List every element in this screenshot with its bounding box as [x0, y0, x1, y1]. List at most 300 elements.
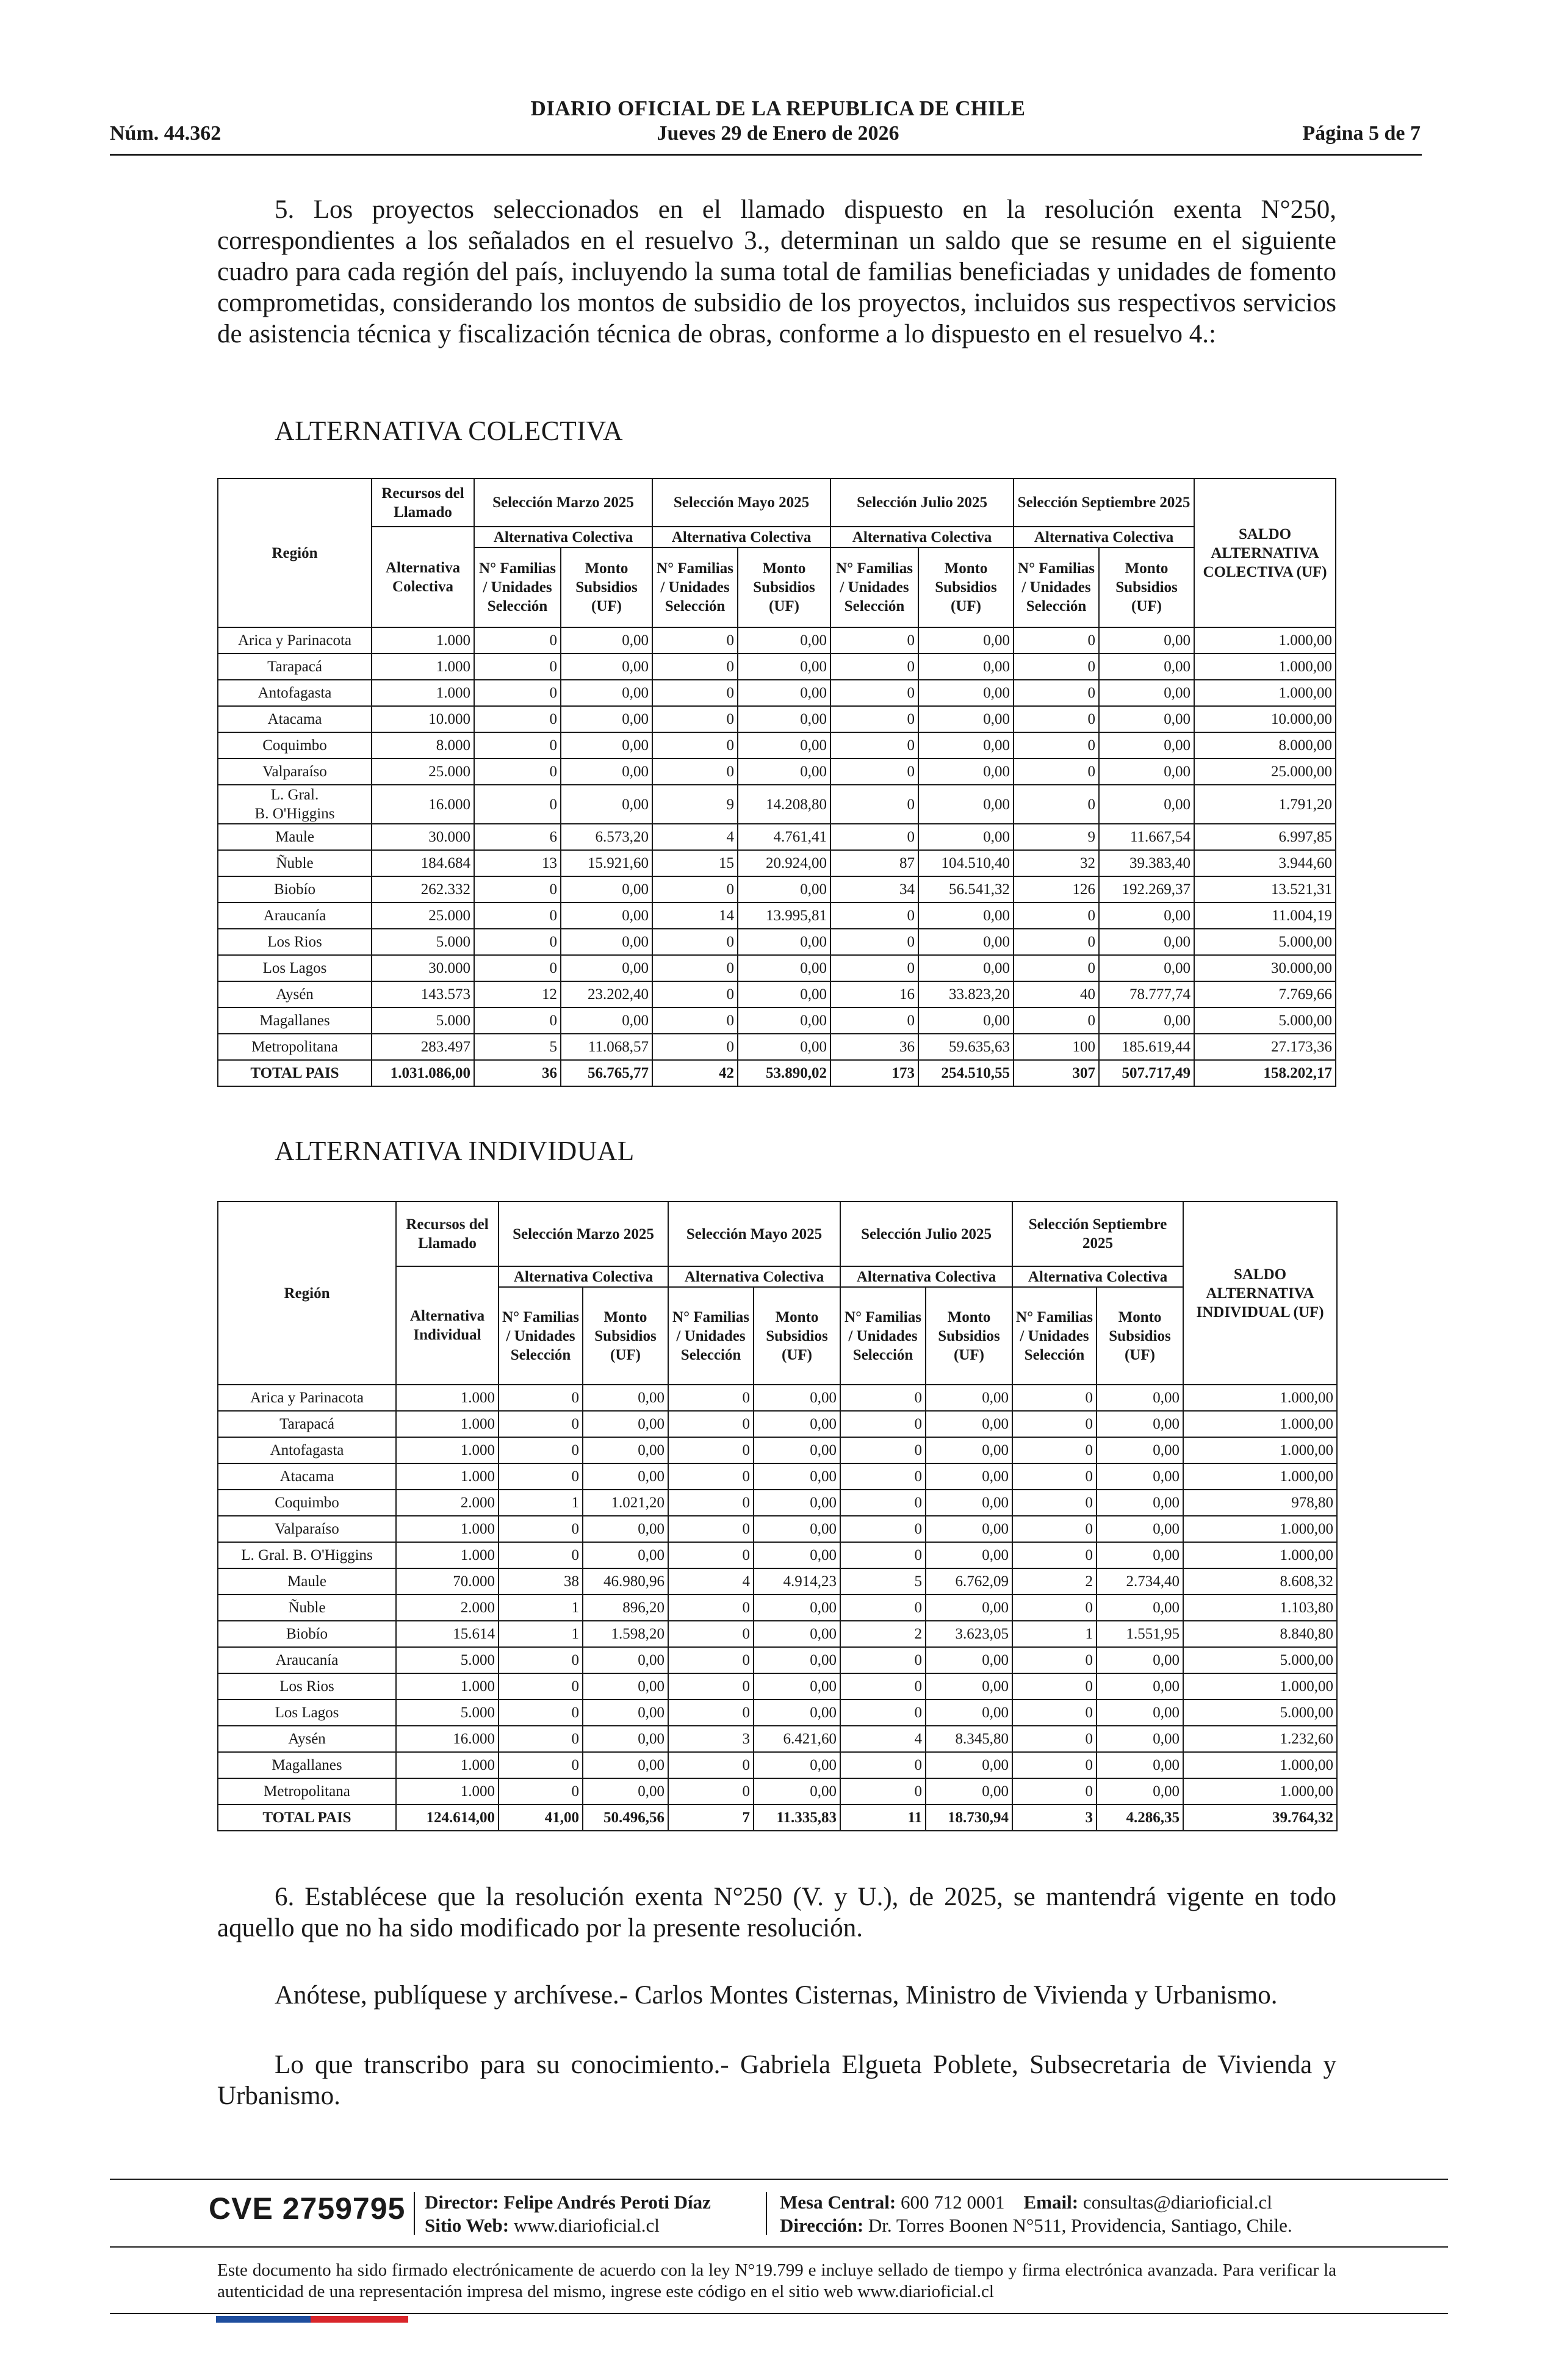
value-cell: 2.000 — [396, 1595, 499, 1621]
value-cell: 0,00 — [738, 759, 830, 785]
table-row — [218, 1034, 1336, 1060]
table-row — [218, 1700, 1337, 1726]
value-cell: 0,00 — [583, 1542, 668, 1568]
issue-number: Núm. 44.362 — [110, 122, 222, 145]
value-cell: 0,00 — [1097, 1726, 1183, 1752]
table-row — [218, 785, 1336, 824]
table-row — [218, 1385, 1337, 1411]
table-row — [218, 1673, 1337, 1700]
value-cell: 13 — [474, 850, 561, 876]
value-cell: 0,00 — [1097, 1385, 1183, 1411]
value-cell: 5 — [474, 1034, 561, 1060]
value-cell: 0,00 — [1097, 1463, 1183, 1490]
value-cell: 0,00 — [754, 1700, 840, 1726]
value-cell: 0 — [668, 1673, 754, 1700]
value-cell: 100 — [1014, 1034, 1099, 1060]
value-cell: 0 — [652, 929, 738, 955]
saldo-cell: 25.000,00 — [1194, 759, 1336, 785]
value-cell: 0 — [499, 1778, 583, 1805]
value-cell: 3.623,05 — [926, 1621, 1012, 1647]
region-name: Los Rios — [279, 1678, 334, 1695]
value-cell: 0 — [830, 680, 918, 706]
region-cell — [218, 1060, 372, 1086]
region-name: Magallanes — [259, 1012, 330, 1029]
value-cell: 0 — [1012, 1647, 1097, 1673]
value-cell: 8.000 — [372, 732, 474, 759]
value-cell: 20.924,00 — [738, 850, 830, 876]
total-row — [218, 1805, 1337, 1831]
value-cell: 0 — [668, 1542, 754, 1568]
value-cell: 0,00 — [918, 903, 1014, 929]
region-cell — [218, 1437, 396, 1463]
table-row — [218, 759, 1336, 785]
director-name: Felipe Andrés Peroti Díaz — [503, 2191, 711, 2213]
saldo-cell: 1.000,00 — [1183, 1463, 1337, 1490]
value-cell: 0 — [840, 1752, 926, 1778]
value-cell: 0 — [1012, 1385, 1097, 1411]
value-cell: 1 — [1012, 1621, 1097, 1647]
value-cell: 5 — [840, 1568, 926, 1595]
value-cell: 0,00 — [1099, 732, 1194, 759]
value-cell: 0,00 — [754, 1490, 840, 1516]
value-cell: 283.497 — [372, 1034, 474, 1060]
value-cell: 0 — [652, 1008, 738, 1034]
header-familias: N° Familias / Unidades Selección — [840, 1287, 926, 1385]
value-cell: 11 — [840, 1805, 926, 1831]
value-cell: 4 — [840, 1726, 926, 1752]
region-name: Metropolitana — [264, 1783, 350, 1800]
saldo-cell: 1.000,00 — [1183, 1437, 1337, 1463]
value-cell: 0,00 — [738, 876, 830, 903]
value-cell: 5.000 — [396, 1647, 499, 1673]
header-familias: N° Familias / Unidades Selección — [474, 547, 561, 627]
paragraph-8: Lo que transcribo para su conocimiento.- Gabriela Elgueta Poblete, Subsecretaria de Vivienda y Urbanismo. — [217, 2050, 1336, 2110]
region-cell — [218, 1516, 396, 1542]
region-name: Valparaíso — [275, 1521, 339, 1537]
value-cell: 0 — [668, 1437, 754, 1463]
region-cell — [218, 1621, 396, 1647]
value-cell: 2.734,40 — [1097, 1568, 1183, 1595]
value-cell: 0 — [668, 1411, 754, 1437]
value-cell: 126 — [1014, 876, 1099, 903]
value-cell: 0,00 — [561, 955, 652, 981]
value-cell: 0,00 — [918, 955, 1014, 981]
header-familias: N° Familias / Unidades Selección — [1014, 547, 1099, 627]
value-cell: 0 — [840, 1516, 926, 1542]
value-cell: 0 — [499, 1542, 583, 1568]
table-row — [218, 627, 1336, 654]
header-sel-julio: Selección Julio 2025 — [830, 478, 1014, 527]
region-cell — [218, 680, 372, 706]
value-cell: 0 — [1014, 759, 1099, 785]
saldo-cell: 1.000,00 — [1194, 680, 1336, 706]
saldo-cell: 8.840,80 — [1183, 1621, 1337, 1647]
value-cell: 0,00 — [1097, 1752, 1183, 1778]
value-cell: 1.551,95 — [1097, 1621, 1183, 1647]
region-cell — [218, 1595, 396, 1621]
value-cell: 16.000 — [396, 1726, 499, 1752]
saldo-cell: 1.000,00 — [1183, 1542, 1337, 1568]
section-title-colectiva: ALTERNATIVA COLECTIVA — [275, 416, 623, 446]
header-alt-colectiva: Alternativa Colectiva — [499, 1266, 668, 1287]
region-name: Metropolitana — [251, 1039, 338, 1055]
region-name: Atacama — [279, 1468, 334, 1485]
value-cell: 0,00 — [1097, 1516, 1183, 1542]
value-cell: 0,00 — [754, 1647, 840, 1673]
region-cell — [218, 850, 372, 876]
value-cell: 0,00 — [583, 1516, 668, 1542]
value-cell: 1.000 — [372, 680, 474, 706]
value-cell: 0 — [1014, 732, 1099, 759]
region-cell — [218, 1008, 372, 1034]
director-label: Director: — [425, 2191, 499, 2213]
value-cell: 0 — [840, 1673, 926, 1700]
table-row — [218, 1516, 1337, 1542]
value-cell: 30.000 — [372, 824, 474, 850]
header-alt-colectiva: Alternativa Colectiva — [1014, 527, 1194, 547]
region-cell — [218, 903, 372, 929]
value-cell: 0 — [1014, 706, 1099, 732]
region-name: Biobío — [286, 1626, 328, 1642]
value-cell: 0 — [1014, 680, 1099, 706]
value-cell: 4 — [652, 824, 738, 850]
region-cell — [218, 654, 372, 680]
saldo-cell: 1.000,00 — [1183, 1411, 1337, 1437]
value-cell: 6.573,20 — [561, 824, 652, 850]
value-cell: 896,20 — [583, 1595, 668, 1621]
value-cell: 46.980,96 — [583, 1568, 668, 1595]
footer-divider-bottom — [110, 2313, 1448, 2314]
region-cell — [218, 929, 372, 955]
value-cell: 0 — [668, 1621, 754, 1647]
saldo-cell: 8.608,32 — [1183, 1568, 1337, 1595]
value-cell: 1.598,20 — [583, 1621, 668, 1647]
flag-bar-red — [311, 2316, 408, 2323]
value-cell: 0,00 — [738, 955, 830, 981]
value-cell: 0,00 — [918, 759, 1014, 785]
value-cell: 0 — [840, 1385, 926, 1411]
value-cell: 0,00 — [583, 1463, 668, 1490]
region-name: Araucanía — [263, 907, 326, 924]
section-title-individual: ALTERNATIVA INDIVIDUAL — [275, 1136, 635, 1166]
value-cell: 0,00 — [1099, 1008, 1194, 1034]
value-cell: 1.000 — [396, 1385, 499, 1411]
header-sel-marzo: Selección Marzo 2025 — [474, 478, 652, 527]
table-alternativa-colectiva — [217, 478, 1336, 1087]
value-cell: 0 — [1014, 955, 1099, 981]
region-name: Magallanes — [272, 1757, 342, 1773]
saldo-cell: 8.000,00 — [1194, 732, 1336, 759]
value-cell: 0,00 — [926, 1385, 1012, 1411]
value-cell: 0,00 — [1099, 759, 1194, 785]
value-cell: 0 — [1014, 654, 1099, 680]
header-monto: Monto Subsidios (UF) — [1099, 547, 1194, 627]
value-cell: 0 — [652, 759, 738, 785]
value-cell: 0,00 — [1097, 1595, 1183, 1621]
value-cell: 5.000 — [396, 1700, 499, 1726]
header-alt-colectiva: Alternativa Colectiva — [474, 527, 652, 547]
region-name: L. Gral. B. O'Higgins — [241, 1547, 373, 1563]
value-cell: 25.000 — [372, 759, 474, 785]
value-cell: 0,00 — [754, 1595, 840, 1621]
saldo-cell: 1.000,00 — [1183, 1673, 1337, 1700]
publication-date: Jueves 29 de Enero de 2026 — [657, 122, 899, 145]
value-cell: 0 — [474, 955, 561, 981]
region-name: Los Rios — [267, 934, 322, 950]
value-cell: 0 — [1014, 1008, 1099, 1034]
value-cell: 0 — [830, 759, 918, 785]
value-cell: 0,00 — [583, 1385, 668, 1411]
value-cell: 56.765,77 — [561, 1060, 652, 1086]
direccion-label: Dirección: — [780, 2215, 864, 2236]
value-cell: 0,00 — [738, 627, 830, 654]
value-cell: 0,00 — [926, 1411, 1012, 1437]
value-cell: 0,00 — [926, 1490, 1012, 1516]
saldo-cell: 5.000,00 — [1183, 1647, 1337, 1673]
value-cell: 0,00 — [926, 1700, 1012, 1726]
saldo-cell: 13.521,31 — [1194, 876, 1336, 903]
paragraph-7: Anótese, publíquese y archívese.- Carlos Montes Cisternas, Ministro de Vivienda y Urbanismo. — [275, 1981, 1278, 2010]
value-cell: 1.031.086,00 — [372, 1060, 474, 1086]
value-cell: 0,00 — [1097, 1700, 1183, 1726]
value-cell: 59.635,63 — [918, 1034, 1014, 1060]
table-row — [218, 1778, 1337, 1805]
region-cell — [218, 732, 372, 759]
region-name: TOTAL PAIS — [250, 1065, 339, 1081]
value-cell: 1 — [499, 1621, 583, 1647]
table-row — [218, 1621, 1337, 1647]
value-cell: 14.208,80 — [738, 785, 830, 824]
region-name: Coquimbo — [262, 737, 327, 754]
value-cell: 0,00 — [926, 1542, 1012, 1568]
table-row — [218, 1437, 1337, 1463]
table-row — [218, 1542, 1337, 1568]
header-divider — [110, 154, 1422, 156]
header-sel-septiembre: Selección Septiembre 2025 — [1014, 478, 1194, 527]
header-saldo: SALDO ALTERNATIVA COLECTIVA (UF) — [1194, 478, 1336, 627]
value-cell: 0 — [1012, 1463, 1097, 1490]
value-cell: 1.000 — [396, 1463, 499, 1490]
value-cell: 0,00 — [583, 1673, 668, 1700]
value-cell: 0,00 — [918, 654, 1014, 680]
table-alternativa-individual — [217, 1201, 1338, 1831]
region-cell — [218, 955, 372, 981]
value-cell: 16 — [830, 981, 918, 1008]
value-cell: 0,00 — [738, 706, 830, 732]
region-cell — [218, 1726, 396, 1752]
region-cell — [218, 1752, 396, 1778]
value-cell: 33.823,20 — [918, 981, 1014, 1008]
value-cell: 0,00 — [738, 680, 830, 706]
table-row — [218, 955, 1336, 981]
value-cell: 38 — [499, 1568, 583, 1595]
header-monto: Monto Subsidios (UF) — [926, 1287, 1012, 1385]
table-row — [218, 876, 1336, 903]
footer-contact-block — [780, 2191, 1292, 2237]
value-cell: 0,00 — [754, 1463, 840, 1490]
region-cell — [218, 785, 372, 824]
value-cell: 0 — [499, 1726, 583, 1752]
value-cell: 6.762,09 — [926, 1568, 1012, 1595]
legal-notice: Este documento ha sido firmado electrónicamente de acuerdo con la ley N°19.799 e incluye sellado de tiempo y firma electrónica avanzada. Para verificar la autenticidad de una representación impresa del mismo, ingrese este código en el sitio web www.diarioficial.cl — [217, 2260, 1336, 2301]
value-cell: 9 — [652, 785, 738, 824]
table-body — [218, 627, 1336, 1086]
value-cell: 39.383,40 — [1099, 850, 1194, 876]
value-cell: 0 — [1014, 903, 1099, 929]
saldo-cell: 1.791,20 — [1194, 785, 1336, 824]
value-cell: 0,00 — [1097, 1647, 1183, 1673]
mesa-phone: 600 712 0001 — [901, 2191, 1005, 2213]
value-cell: 262.332 — [372, 876, 474, 903]
value-cell: 0 — [474, 732, 561, 759]
footer-director-block — [425, 2191, 711, 2237]
value-cell: 0 — [830, 955, 918, 981]
region-name: Tarapacá — [279, 1416, 334, 1432]
value-cell: 124.614,00 — [396, 1805, 499, 1831]
value-cell: 0,00 — [754, 1778, 840, 1805]
value-cell: 0 — [840, 1490, 926, 1516]
value-cell: 15.614 — [396, 1621, 499, 1647]
value-cell: 0,00 — [1097, 1673, 1183, 1700]
region-cell — [218, 1778, 396, 1805]
value-cell: 0,00 — [583, 1437, 668, 1463]
saldo-cell: 1.000,00 — [1183, 1778, 1337, 1805]
table-row — [218, 732, 1336, 759]
value-cell: 0,00 — [754, 1542, 840, 1568]
value-cell: 78.777,74 — [1099, 981, 1194, 1008]
value-cell: 143.573 — [372, 981, 474, 1008]
value-cell: 0,00 — [561, 654, 652, 680]
value-cell: 34 — [830, 876, 918, 903]
value-cell: 0,00 — [561, 732, 652, 759]
value-cell: 5.000 — [372, 1008, 474, 1034]
value-cell: 1 — [499, 1490, 583, 1516]
value-cell: 0 — [1014, 785, 1099, 824]
region-cell — [218, 1805, 396, 1831]
header-sel-julio: Selección Julio 2025 — [840, 1202, 1012, 1266]
header-alternativa: Alternativa Individual — [396, 1266, 499, 1385]
value-cell: 50.496,56 — [583, 1805, 668, 1831]
value-cell: 0 — [499, 1752, 583, 1778]
saldo-cell: 5.000,00 — [1183, 1700, 1337, 1726]
region-cell — [218, 706, 372, 732]
region-name: Biobío — [273, 881, 316, 898]
value-cell: 2.000 — [396, 1490, 499, 1516]
value-cell: 0,00 — [918, 785, 1014, 824]
value-cell: 0 — [474, 627, 561, 654]
header-region: Región — [218, 478, 372, 627]
table-row — [218, 1411, 1337, 1437]
cve-code: CVE 2759795 — [209, 2191, 406, 2226]
region-name: Arica y Parinacota — [250, 1390, 364, 1406]
region-name: Antofagasta — [258, 685, 332, 701]
value-cell: 9 — [1014, 824, 1099, 850]
value-cell: 1.021,20 — [583, 1490, 668, 1516]
direccion-text: Dr. Torres Boonen N°511, Providencia, Santiago, Chile. — [868, 2215, 1292, 2236]
header-alt-colectiva: Alternativa Colectiva — [1012, 1266, 1183, 1287]
value-cell: 0 — [652, 955, 738, 981]
value-cell: 0,00 — [561, 706, 652, 732]
value-cell: 0 — [1012, 1411, 1097, 1437]
value-cell: 0 — [668, 1516, 754, 1542]
region-name-line2: B. O'Higgins — [254, 806, 335, 822]
header-monto: Monto Subsidios (UF) — [561, 547, 652, 627]
region-cell — [218, 981, 372, 1008]
header-alt-colectiva: Alternativa Colectiva — [668, 1266, 840, 1287]
value-cell: 0 — [840, 1463, 926, 1490]
value-cell: 104.510,40 — [918, 850, 1014, 876]
saldo-cell: 39.764,32 — [1183, 1805, 1337, 1831]
value-cell: 40 — [1014, 981, 1099, 1008]
value-cell: 0,00 — [561, 759, 652, 785]
value-cell: 1.000 — [372, 654, 474, 680]
saldo-cell: 158.202,17 — [1194, 1060, 1336, 1086]
value-cell: 0,00 — [926, 1647, 1012, 1673]
footer-divider-middle — [110, 2246, 1448, 2248]
value-cell: 0 — [668, 1490, 754, 1516]
value-cell: 0 — [652, 732, 738, 759]
value-cell: 0 — [474, 680, 561, 706]
value-cell: 0 — [1012, 1673, 1097, 1700]
value-cell: 0 — [840, 1542, 926, 1568]
value-cell: 0 — [1012, 1595, 1097, 1621]
footer-divider-top — [110, 2179, 1448, 2180]
saldo-cell: 3.944,60 — [1194, 850, 1336, 876]
value-cell: 0 — [830, 654, 918, 680]
value-cell: 0,00 — [738, 929, 830, 955]
value-cell: 0,00 — [926, 1778, 1012, 1805]
email-link[interactable]: consultas@diarioficial.cl — [1082, 2191, 1272, 2213]
value-cell: 4.761,41 — [738, 824, 830, 850]
value-cell: 0 — [474, 903, 561, 929]
value-cell: 11.068,57 — [561, 1034, 652, 1060]
table-row — [218, 850, 1336, 876]
region-name: L. Gral. — [270, 787, 319, 803]
header-familias: N° Familias / Unidades Selección — [830, 547, 918, 627]
value-cell: 0,00 — [1097, 1411, 1183, 1437]
value-cell: 0 — [840, 1411, 926, 1437]
region-name: Ñuble — [276, 855, 314, 871]
value-cell: 0,00 — [583, 1647, 668, 1673]
value-cell: 0,00 — [1097, 1490, 1183, 1516]
header-sel-marzo: Selección Marzo 2025 — [499, 1202, 668, 1266]
value-cell: 3 — [668, 1726, 754, 1752]
value-cell: 3 — [1012, 1805, 1097, 1831]
value-cell: 6.421,60 — [754, 1726, 840, 1752]
region-name: Araucanía — [275, 1652, 339, 1668]
value-cell: 0,00 — [561, 876, 652, 903]
region-name: Coquimbo — [275, 1495, 339, 1511]
value-cell: 1 — [499, 1595, 583, 1621]
table-row — [218, 680, 1336, 706]
table-row — [218, 903, 1336, 929]
value-cell: 0 — [652, 680, 738, 706]
value-cell: 0 — [652, 1034, 738, 1060]
header-familias: N° Familias / Unidades Selección — [652, 547, 738, 627]
value-cell: 0 — [668, 1752, 754, 1778]
sitio-link[interactable]: www.diarioficial.cl — [513, 2215, 660, 2236]
value-cell: 0 — [1012, 1778, 1097, 1805]
value-cell: 0,00 — [561, 929, 652, 955]
value-cell: 4.286,35 — [1097, 1805, 1183, 1831]
value-cell: 0,00 — [926, 1752, 1012, 1778]
value-cell: 36 — [830, 1034, 918, 1060]
value-cell: 0,00 — [561, 627, 652, 654]
value-cell: 507.717,49 — [1099, 1060, 1194, 1086]
value-cell: 70.000 — [396, 1568, 499, 1595]
value-cell: 0 — [499, 1647, 583, 1673]
header-recursos: Recursos del Llamado — [372, 478, 474, 527]
